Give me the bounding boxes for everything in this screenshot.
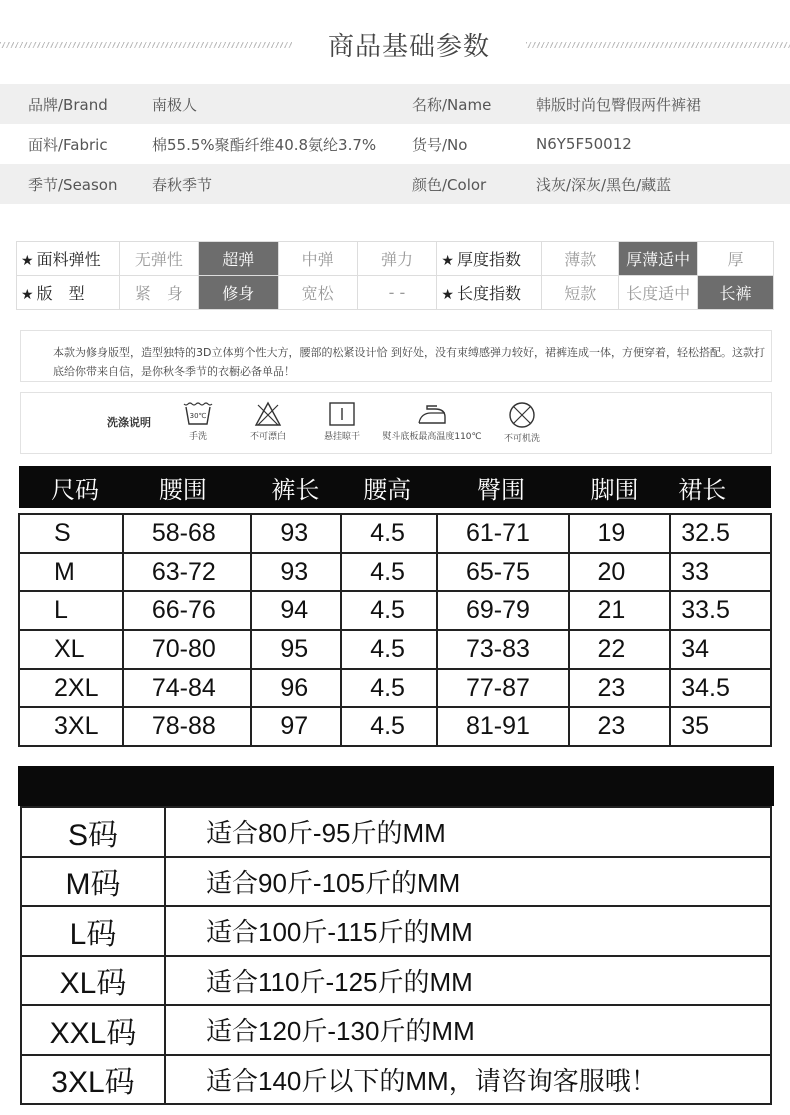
size-cell: 70-80 [123, 630, 252, 669]
size-cell: 21 [569, 591, 671, 630]
size-cell: 20 [569, 553, 671, 592]
fit-text-cell: 适合100斤-115斤的MM [165, 906, 771, 956]
table-row [19, 669, 771, 708]
attr-label-length: ★ 长度指数 [437, 276, 542, 310]
table-row [21, 906, 771, 956]
attribute-table [16, 241, 774, 310]
size-cell: 97 [251, 707, 341, 746]
size-cell: 22 [569, 630, 671, 669]
size-col-header: 裤长 [251, 466, 341, 508]
attr-option-selected: 超弹 [198, 242, 278, 276]
size-cell: 58-68 [123, 514, 252, 553]
attr-option: 弹力 [357, 242, 437, 276]
param-key: 名称/Name [412, 95, 492, 114]
size-cell: L [19, 591, 123, 630]
fit-size-cell: XXL码 [21, 1005, 165, 1055]
wash-item-text: 熨斗底板最高温度110℃ [382, 432, 482, 442]
star-icon: ★ [441, 253, 454, 269]
size-cell: 77-87 [437, 669, 569, 708]
size-col-header: 腰高 [341, 466, 437, 508]
wash-item-text: 悬挂晾干 [323, 432, 360, 442]
param-key: 颜色/Color [412, 175, 487, 194]
size-cell: 69-79 [437, 591, 569, 630]
table-row [21, 807, 771, 857]
table-row [19, 553, 771, 592]
size-cell: 4.5 [341, 553, 437, 592]
param-value: 棉55.5%聚酯纤维40.8氨纶3.7% [152, 135, 377, 154]
param-key: 货号/No [412, 135, 468, 154]
attr-option: 紧 身 [119, 276, 198, 310]
size-cell: 3XL [19, 707, 123, 746]
wash-item-text: 手洗 [188, 432, 207, 442]
no-bleach-icon [254, 401, 282, 427]
product-params [0, 84, 790, 204]
size-cell: 78-88 [123, 707, 252, 746]
size-col-header: 腰围 [123, 466, 252, 508]
attr-option: 中弹 [278, 242, 357, 276]
attr-label-thickness: ★ 厚度指数 [437, 242, 542, 276]
size-cell: 19 [569, 514, 671, 553]
size-cell: 81-91 [437, 707, 569, 746]
attr-option-selected: 修身 [198, 276, 278, 310]
size-cell: 4.5 [341, 707, 437, 746]
fit-table [20, 806, 772, 1105]
attr-option: 短款 [542, 276, 619, 310]
wash-item-no-bleach [243, 401, 293, 442]
size-cell: 33.5 [670, 591, 771, 630]
table-row [21, 956, 771, 1006]
size-cell: 23 [569, 707, 671, 746]
param-value: N6Y5F50012 [536, 135, 632, 153]
attr-option: - - [357, 276, 437, 310]
star-icon: ★ [441, 287, 454, 303]
table-row [21, 1005, 771, 1055]
attr-option: 宽松 [278, 276, 357, 310]
table-row [21, 857, 771, 907]
svg-text:30℃: 30℃ [189, 412, 207, 420]
iron-icon [415, 401, 449, 427]
param-row-season [0, 164, 790, 204]
fit-text-cell: 适合80斤-95斤的MM [165, 807, 771, 857]
size-cell: 23 [569, 669, 671, 708]
size-cell: 4.5 [341, 630, 437, 669]
table-row [19, 514, 771, 553]
fit-table-header-bar [18, 766, 774, 806]
wash-item-no-machine-wash [497, 401, 547, 444]
size-col-header: 臀围 [437, 466, 569, 508]
page-title: 商品基础参数 [327, 32, 490, 62]
attribute-row-1 [17, 242, 774, 276]
size-cell: 35 [670, 707, 771, 746]
wash-item-text: 不可漂白 [249, 432, 286, 442]
size-cell: 95 [251, 630, 341, 669]
param-value: 浅灰/深灰/黑色/藏蓝 [536, 175, 672, 194]
table-row [21, 1055, 771, 1105]
param-value: 南极人 [152, 95, 198, 114]
fit-text-cell: 适合140斤以下的MM，请咨询客服哦！ [165, 1055, 771, 1105]
size-table-header [19, 466, 771, 508]
size-col-header: 脚围 [569, 466, 671, 508]
size-cell: 93 [251, 514, 341, 553]
fit-size-cell: XL码 [21, 956, 165, 1006]
header-deco-left [0, 42, 292, 48]
size-cell: 33 [670, 553, 771, 592]
param-row-fabric [0, 124, 790, 164]
size-cell: 4.5 [341, 669, 437, 708]
size-cell: 32.5 [670, 514, 771, 553]
size-col-header: 裙长 [670, 466, 771, 508]
size-cell: 4.5 [341, 591, 437, 630]
wash-item-iron [376, 401, 488, 442]
attr-option: 薄款 [542, 242, 619, 276]
no-machine-wash-icon [508, 401, 536, 429]
size-cell: 74-84 [123, 669, 252, 708]
param-key: 品牌/Brand [28, 95, 108, 114]
star-icon: ★ [21, 287, 34, 303]
fit-text-cell: 适合120斤-130斤的MM [165, 1005, 771, 1055]
product-description: 本款为修身版型，造型独特的3D立体剪个性大方，腰部的松紧设计恰 到好处，没有束缚感弹力较好，裙裤连成一体，方便穿着，轻松搭配。这款打底给你带来自信，是你秋冬季节的衣橱必备单品！ [20, 330, 772, 382]
size-cell: 34 [670, 630, 771, 669]
size-cell: 63-72 [123, 553, 252, 592]
table-row [19, 591, 771, 630]
table-row [19, 630, 771, 669]
param-value: 春秋季节 [152, 175, 213, 194]
size-cell: 34.5 [670, 669, 771, 708]
wash-instructions [20, 392, 772, 454]
size-cell: S [19, 514, 123, 553]
hang-dry-icon [328, 401, 356, 427]
size-cell: 94 [251, 591, 341, 630]
size-cell: M [19, 553, 123, 592]
wash-label: 洗涤说明 [107, 416, 151, 429]
fit-size-cell: S码 [21, 807, 165, 857]
fit-text-cell: 适合90斤-105斤的MM [165, 857, 771, 907]
param-key: 面料/Fabric [28, 135, 108, 154]
wash-item-hand-wash [173, 401, 223, 442]
size-cell: XL [19, 630, 123, 669]
fit-size-cell: 3XL码 [21, 1055, 165, 1105]
header-deco-right [526, 42, 790, 48]
fit-table-body [21, 807, 771, 1104]
attr-label-fit: ★ 版 型 [17, 276, 120, 310]
size-cell: 2XL [19, 669, 123, 708]
wash-item-text: 不可机洗 [503, 434, 540, 444]
size-cell: 66-76 [123, 591, 252, 630]
hand-wash-icon [182, 401, 214, 427]
fit-size-cell: M码 [21, 857, 165, 907]
size-cell: 61-71 [437, 514, 569, 553]
section-header [0, 22, 790, 66]
attr-option-selected: 长裤 [698, 276, 774, 310]
size-cell: 4.5 [341, 514, 437, 553]
attr-option: 无弹性 [119, 242, 198, 276]
size-cell: 65-75 [437, 553, 569, 592]
attr-label-elasticity: ★ 面料弹性 [17, 242, 120, 276]
table-row [19, 707, 771, 746]
attr-option: 厚 [698, 242, 774, 276]
attr-option: 长度适中 [619, 276, 698, 310]
attr-option-selected: 厚薄适中 [619, 242, 698, 276]
attribute-row-2 [17, 276, 774, 310]
param-row-brand [0, 84, 790, 124]
param-value: 韩版时尚包臀假两件裤裙 [536, 95, 702, 114]
size-table-body [19, 514, 771, 746]
fit-size-cell: L码 [21, 906, 165, 956]
size-table [18, 466, 772, 747]
star-icon: ★ [21, 253, 34, 269]
wash-item-hang-dry [317, 401, 367, 442]
fit-text-cell: 适合110斤-125斤的MM [165, 956, 771, 1006]
size-cell: 73-83 [437, 630, 569, 669]
size-col-header: 尺码 [19, 466, 123, 508]
size-cell: 96 [251, 669, 341, 708]
param-key: 季节/Season [28, 175, 118, 194]
size-cell: 93 [251, 553, 341, 592]
